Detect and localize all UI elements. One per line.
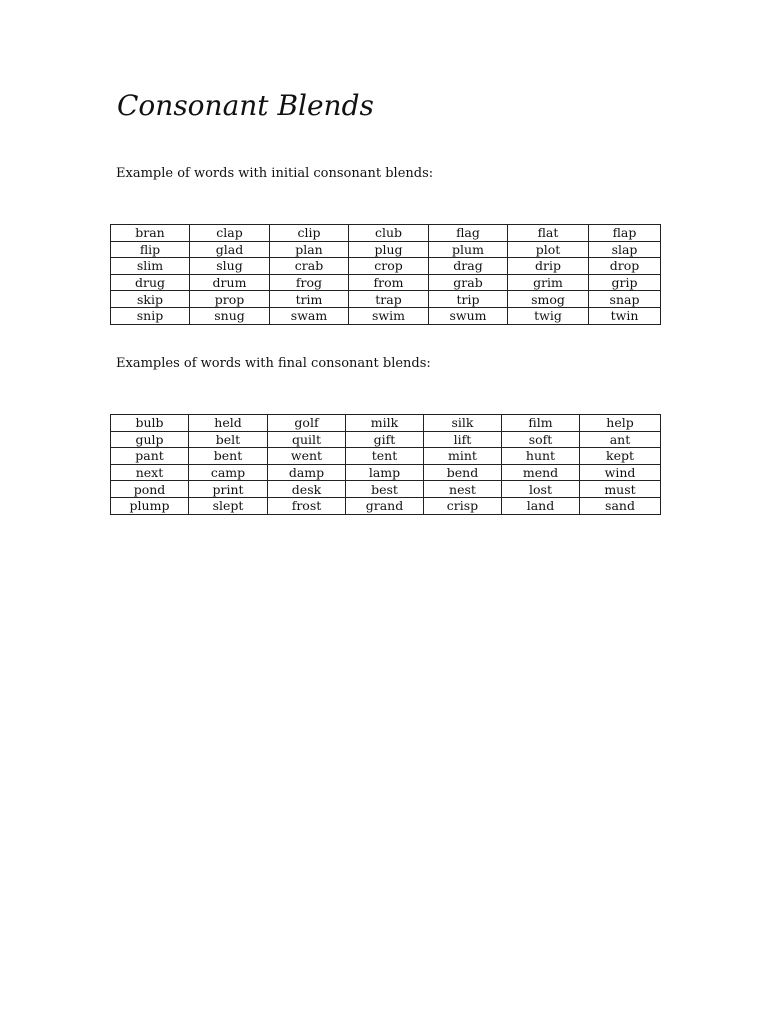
word-cell: skip — [111, 291, 190, 308]
word-cell: sand — [580, 497, 661, 514]
table-row — [111, 481, 661, 498]
word-cell: flip — [111, 241, 190, 258]
word-cell: film — [502, 415, 580, 432]
word-cell: plan — [270, 241, 349, 258]
word-cell: silk — [424, 415, 502, 432]
word-cell: desk — [268, 481, 346, 498]
word-cell: slept — [189, 497, 268, 514]
word-cell: plug — [349, 241, 429, 258]
word-cell: slap — [589, 241, 661, 258]
word-cell: lost — [502, 481, 580, 498]
word-cell: from — [349, 274, 429, 291]
table-row — [111, 241, 661, 258]
word-cell: drip — [508, 258, 589, 275]
table-row — [111, 225, 661, 242]
word-cell: plum — [429, 241, 508, 258]
word-cell: next — [111, 464, 189, 481]
word-cell: gulp — [111, 431, 189, 448]
word-cell: lift — [424, 431, 502, 448]
word-cell: trap — [349, 291, 429, 308]
word-cell: damp — [268, 464, 346, 481]
table-row — [111, 448, 661, 465]
word-cell: pond — [111, 481, 189, 498]
word-cell: hunt — [502, 448, 580, 465]
final-blends-caption: Examples of words with final consonant blends: — [116, 356, 431, 371]
word-cell: best — [346, 481, 424, 498]
word-cell: slim — [111, 258, 190, 275]
word-cell: trip — [429, 291, 508, 308]
word-cell: clip — [270, 225, 349, 242]
word-cell: crab — [270, 258, 349, 275]
word-cell: tent — [346, 448, 424, 465]
word-cell: lamp — [346, 464, 424, 481]
word-cell: milk — [346, 415, 424, 432]
word-cell: grim — [508, 274, 589, 291]
final-blends-table — [110, 414, 661, 515]
word-cell: drag — [429, 258, 508, 275]
table-row — [111, 464, 661, 481]
table-row — [111, 415, 661, 432]
word-cell: quilt — [268, 431, 346, 448]
word-cell: flat — [508, 225, 589, 242]
table-row — [111, 307, 661, 324]
word-cell: bulb — [111, 415, 189, 432]
word-cell: ant — [580, 431, 661, 448]
word-cell: held — [189, 415, 268, 432]
word-cell: snip — [111, 307, 190, 324]
word-cell: swam — [270, 307, 349, 324]
initial-blends-table — [110, 224, 661, 325]
page-title: Consonant Blends — [117, 89, 374, 122]
word-cell: gift — [346, 431, 424, 448]
word-cell: snug — [190, 307, 270, 324]
word-cell: mint — [424, 448, 502, 465]
word-cell: bran — [111, 225, 190, 242]
word-cell: pant — [111, 448, 189, 465]
word-cell: clap — [190, 225, 270, 242]
word-cell: slug — [190, 258, 270, 275]
word-cell: prop — [190, 291, 270, 308]
word-cell: grand — [346, 497, 424, 514]
word-cell: drum — [190, 274, 270, 291]
word-cell: nest — [424, 481, 502, 498]
word-cell: help — [580, 415, 661, 432]
table-row — [111, 274, 661, 291]
table-row — [111, 497, 661, 514]
word-cell: kept — [580, 448, 661, 465]
word-cell: land — [502, 497, 580, 514]
word-cell: golf — [268, 415, 346, 432]
word-cell: swum — [429, 307, 508, 324]
word-cell: print — [189, 481, 268, 498]
table-row — [111, 258, 661, 275]
initial-blends-caption: Example of words with initial consonant blends: — [116, 166, 434, 181]
table-row — [111, 431, 661, 448]
word-cell: smog — [508, 291, 589, 308]
word-cell: flap — [589, 225, 661, 242]
word-cell: crisp — [424, 497, 502, 514]
word-cell: grab — [429, 274, 508, 291]
word-cell: twig — [508, 307, 589, 324]
word-cell: mend — [502, 464, 580, 481]
word-cell: camp — [189, 464, 268, 481]
word-cell: frog — [270, 274, 349, 291]
word-cell: plot — [508, 241, 589, 258]
word-cell: belt — [189, 431, 268, 448]
word-cell: plump — [111, 497, 189, 514]
word-cell: flag — [429, 225, 508, 242]
word-cell: soft — [502, 431, 580, 448]
word-cell: twin — [589, 307, 661, 324]
word-cell: trim — [270, 291, 349, 308]
word-cell: went — [268, 448, 346, 465]
word-cell: drug — [111, 274, 190, 291]
word-cell: bend — [424, 464, 502, 481]
word-cell: snap — [589, 291, 661, 308]
word-cell: wind — [580, 464, 661, 481]
word-cell: grip — [589, 274, 661, 291]
word-cell: must — [580, 481, 661, 498]
word-cell: swim — [349, 307, 429, 324]
word-cell: bent — [189, 448, 268, 465]
word-cell: drop — [589, 258, 661, 275]
word-cell: glad — [190, 241, 270, 258]
word-cell: crop — [349, 258, 429, 275]
word-cell: club — [349, 225, 429, 242]
table-row — [111, 291, 661, 308]
word-cell: frost — [268, 497, 346, 514]
